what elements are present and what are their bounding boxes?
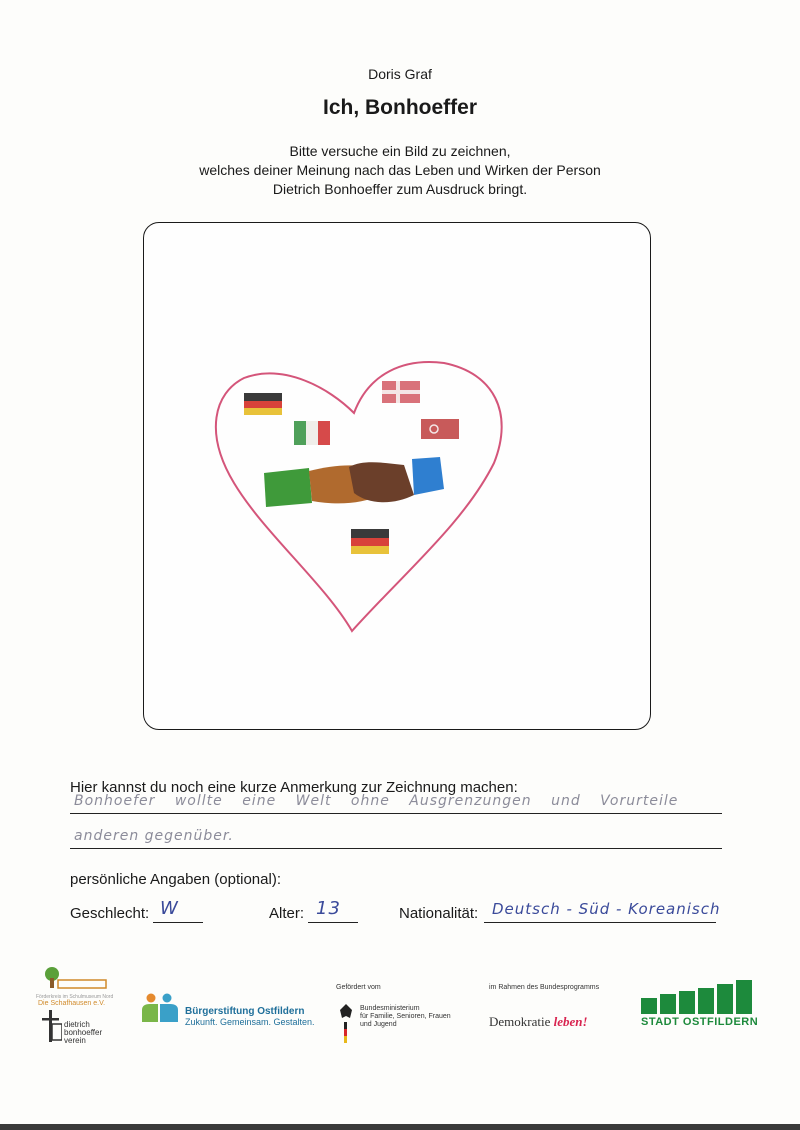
- age-line: [308, 922, 358, 923]
- programm-label: im Rahmen des Bundesprogramms: [489, 984, 600, 991]
- eagle-icon: [336, 1002, 356, 1044]
- people-icon: [140, 992, 180, 1024]
- note-line: [70, 813, 722, 814]
- italy-flag: [294, 421, 330, 445]
- page-title: Ich, Bonhoeffer: [322, 96, 477, 119]
- gender-value: W: [160, 898, 179, 919]
- stadt-name: STADT OSTFILDERN: [641, 1016, 759, 1028]
- instruction-line: Dietrich Bonhoeffer zum Ausdruck bringt.: [272, 181, 528, 197]
- instruction-line: welches deiner Meinung nach das Leben und Wirken der Person: [199, 162, 601, 178]
- author-name: Doris Graf: [368, 66, 432, 82]
- handshake: [264, 457, 444, 507]
- ministry-line2: für Familie, Senioren, Frauen: [360, 1013, 451, 1020]
- cross-icon: [40, 1010, 62, 1042]
- drawing-frame: [143, 222, 651, 730]
- denmark-flag: [382, 381, 420, 403]
- note-text-line1: Bonhoefer wollte eine Welt ohne Ausgrenzungen und Vorurteile: [74, 793, 679, 809]
- dbv-line1: dietrich: [64, 1020, 90, 1029]
- ministry-line1: Bundesministerium: [360, 1005, 420, 1012]
- nationality-value: Deutsch - Süd - Koreanisch: [492, 900, 721, 918]
- instruction-line: Bitte versuche ein Bild zu zeichnen,: [289, 143, 511, 159]
- germany-flag: [244, 393, 282, 415]
- demokratie-word: Demokratie: [489, 1014, 551, 1029]
- turkey-flag: [421, 419, 459, 439]
- dbv-line2: bonhoeffer: [64, 1028, 103, 1037]
- gender-line: [153, 922, 203, 923]
- gender-label: Geschlecht:: [70, 905, 150, 922]
- age-value: 13: [316, 898, 341, 919]
- note-label: Hier kannst du noch eine kurze Anmerkung zur Zeichnung machen:: [70, 779, 518, 796]
- stiftung-subtitle: Zukunft. Gemeinsam. Gestalten.: [185, 1017, 315, 1027]
- instructions: [0, 142, 800, 199]
- gefoerdert-label: Gefördert vom: [336, 984, 381, 991]
- note-text-line2: anderen gegenüber.: [74, 828, 234, 844]
- nationality-line: [484, 922, 716, 923]
- dbv-line3: verein: [64, 1036, 86, 1045]
- demokratie-text: [489, 1014, 588, 1030]
- tree-icon: [40, 966, 110, 994]
- child-drawing: [144, 223, 650, 729]
- age-label: Alter:: [269, 905, 305, 922]
- scan-edge: [0, 1124, 800, 1130]
- personal-label: persönliche Angaben (optional):: [70, 871, 281, 888]
- germany-flag: [351, 529, 389, 554]
- stiftung-title: Bürgerstiftung Ostfildern: [185, 1006, 305, 1017]
- schafhaus-name: Die Schafhausen e.V.: [38, 1000, 106, 1007]
- schafhaus-subtitle: Förderkreis im Schulmuseum Nord: [36, 994, 114, 1000]
- ministry-line3: und Jugend: [360, 1021, 397, 1028]
- nationality-label: Nationalität:: [399, 905, 479, 922]
- note-line: [70, 848, 722, 849]
- bar-steps-icon: [641, 980, 757, 1014]
- leben-word: leben!: [553, 1014, 588, 1029]
